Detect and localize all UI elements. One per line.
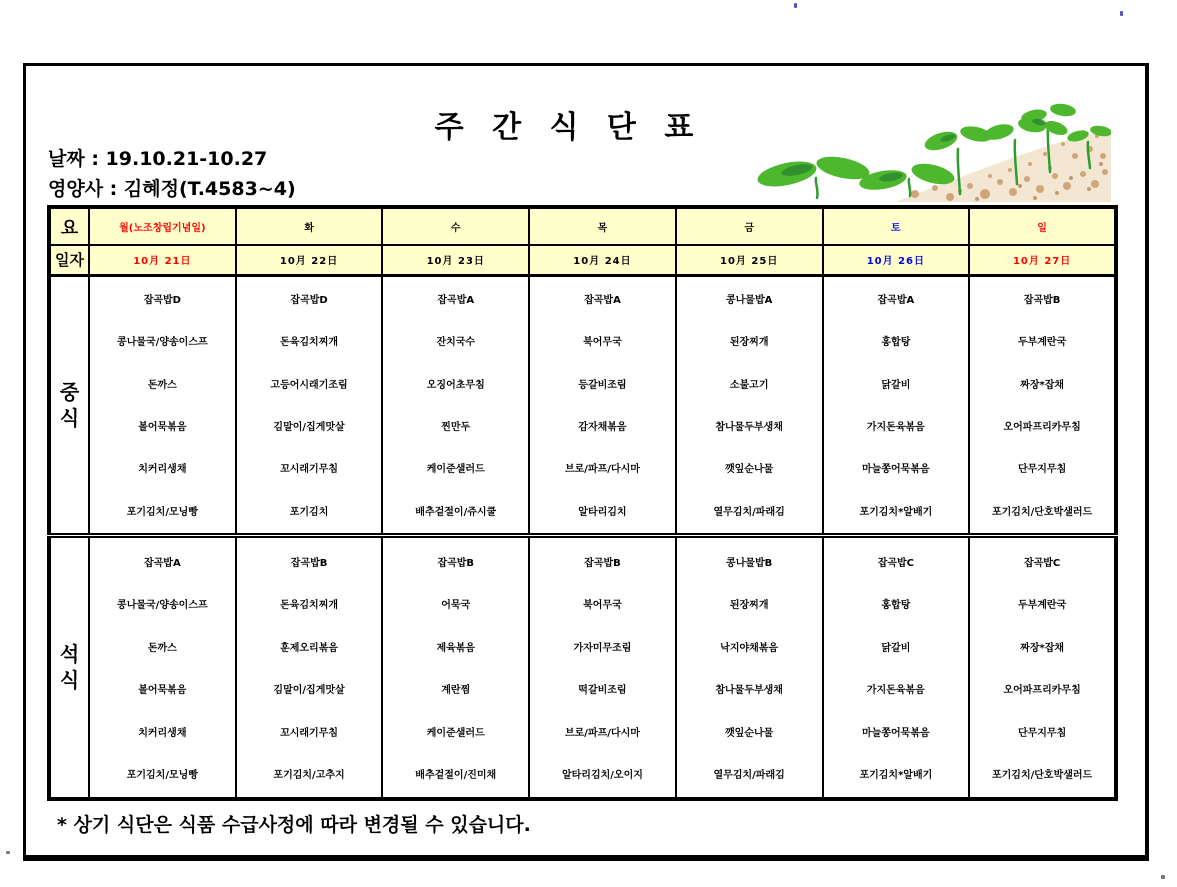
seedlings-illustration	[745, 94, 1111, 206]
date-sun: 10月 27日	[969, 245, 1116, 275]
dinner-sun-cell	[969, 535, 1116, 799]
date-wed: 10月 23日	[382, 245, 529, 275]
menu-item: 케이준샐러드	[426, 727, 485, 739]
menu-item: 오어파프리카무침	[1003, 422, 1081, 434]
scan-artifact	[1161, 875, 1165, 879]
menu-item: 콩나물밥A	[725, 295, 773, 307]
menu-item: 포기김치	[289, 506, 329, 518]
menu-item: 잡곡밥B	[437, 557, 475, 569]
menu-item: 참나물두부생채	[715, 685, 783, 696]
menu-item: 찐만두	[441, 422, 471, 434]
menu-item: 잡곡밥A	[584, 295, 621, 307]
menu-item: 포기김치*알배기	[859, 506, 933, 518]
lunch-row	[49, 275, 1116, 535]
menu-item: 마늘쫑어묵볶음	[862, 727, 930, 739]
menu-item: 포기김치/모닝빵	[126, 506, 198, 518]
lunch-wed-cell	[382, 275, 529, 535]
menu-item: 케이준샐러드	[426, 464, 485, 476]
menu-item: 김말이/집게맛살	[273, 685, 345, 696]
menu-item: 훈제오리볶음	[280, 642, 339, 654]
lunch-tue-cell	[236, 275, 383, 535]
menu-item: 단무지무침	[1017, 727, 1067, 739]
dinner-section-label: 석식	[49, 535, 89, 799]
menu-item: 단무지무침	[1017, 464, 1067, 476]
menu-item: 알타리김치/오이지	[561, 770, 643, 781]
date-thu: 10月 24日	[529, 245, 676, 275]
date-corner-cell: 일자	[49, 245, 89, 275]
menu-item: 배추겉절이/진미채	[415, 770, 497, 781]
day-header-wed: 수	[382, 207, 529, 245]
lunch-fri-cell	[676, 275, 823, 535]
menu-item: 잡곡밥C	[877, 557, 915, 569]
lunch-sun-cell	[969, 275, 1116, 535]
menu-item: 잔치국수	[436, 337, 476, 349]
day-header-fri: 금	[676, 207, 823, 245]
date-header-row	[49, 245, 1116, 275]
date-mon: 10月 21日	[89, 245, 236, 275]
menu-item: 포기김치/고추지	[273, 770, 345, 781]
lunch-thu-cell	[529, 275, 676, 535]
menu-item: 볼어묵볶음	[138, 422, 187, 434]
menu-item: 짜장*잡채	[1020, 379, 1065, 391]
scan-artifact	[6, 851, 10, 854]
dinner-thu-cell	[529, 535, 676, 799]
lunch-sat-cell	[823, 275, 970, 535]
date-sat: 10月 26日	[823, 245, 970, 275]
menu-item: 잡곡밥A	[877, 295, 915, 307]
menu-item: 제육볶음	[436, 642, 476, 654]
menu-item: 북어무국	[583, 600, 622, 611]
menu-item: 콩나물국/양송이스프	[117, 600, 208, 611]
menu-item: 잡곡밥D	[143, 295, 181, 307]
menu-item: 콩나물국/양송이스프	[117, 337, 208, 349]
lunch-mon-cell	[89, 275, 236, 535]
day-header-thu: 목	[529, 207, 676, 245]
menu-item: 등갈비조림	[578, 379, 627, 391]
menu-item: 포기김치/단호박샐러드	[991, 770, 1093, 781]
menu-item: 된장찌개	[729, 337, 769, 349]
dinner-wed-cell	[382, 535, 529, 799]
dinner-sat-cell	[823, 535, 970, 799]
menu-item: 포기김치/모닝빵	[126, 770, 198, 781]
menu-item: 잡곡밥B	[584, 557, 621, 569]
menu-item: 잡곡밥B	[290, 557, 328, 569]
menu-item: 돈육김치찌개	[280, 600, 339, 611]
day-header-tue: 화	[236, 207, 383, 245]
menu-item: 계란찜	[441, 685, 471, 696]
menu-item: 배추겉절이/쥬시쿨	[415, 506, 497, 518]
scan-artifact	[1120, 11, 1123, 16]
day-header-row	[49, 207, 1116, 245]
date-tue: 10月 22日	[236, 245, 383, 275]
scan-artifact	[794, 3, 797, 8]
dinner-tue-cell	[236, 535, 383, 799]
menu-item: 돈까스	[147, 642, 177, 654]
menu-item: 홍합탕	[881, 337, 911, 349]
menu-item: 떡갈비조림	[578, 685, 627, 696]
menu-item: 깻잎순나물	[725, 727, 774, 739]
date-range-line: 날짜 : 19.10.21-10.27	[48, 148, 268, 170]
menu-item: 잡곡밥B	[1023, 295, 1061, 307]
menu-item: 두부계란국	[1017, 337, 1067, 349]
menu-item: 브로/파프/다시마	[564, 464, 640, 476]
menu-item: 닭갈비	[881, 642, 911, 654]
menu-item: 포기김치/단호박샐러드	[991, 506, 1093, 518]
dinner-mon-cell	[89, 535, 236, 799]
menu-item: 된장찌개	[729, 600, 769, 611]
menu-item: 김말이/집게맛살	[273, 422, 345, 434]
menu-item: 오어파프리카무침	[1003, 685, 1081, 696]
menu-item: 치커리생채	[138, 727, 187, 739]
date-fri: 10月 25日	[676, 245, 823, 275]
menu-item: 두부계란국	[1017, 600, 1067, 611]
menu-item: 닭갈비	[881, 379, 911, 391]
day-header-sat: 토	[823, 207, 970, 245]
menu-item: 알타리김치	[578, 506, 627, 518]
menu-item: 북어무국	[583, 337, 622, 349]
menu-item: 참나물두부생채	[715, 422, 783, 434]
menu-item: 어묵국	[441, 600, 471, 611]
dinner-fri-cell	[676, 535, 823, 799]
menu-item: 브로/파프/다시마	[564, 727, 640, 739]
menu-item: 돈까스	[147, 379, 177, 391]
menu-item: 열무김치/파래김	[713, 770, 785, 781]
day-corner-cell: 요	[49, 207, 89, 245]
menu-item: 포기김치*알배기	[859, 770, 933, 781]
footer-note: * 상기 식단은 식품 수급사정에 따라 변경될 수 있습니다.	[57, 814, 531, 836]
menu-item: 감자채볶음	[578, 422, 627, 434]
menu-item: 꼬시래기무침	[280, 464, 339, 476]
menu-item: 짜장*잡채	[1020, 642, 1065, 654]
dinner-row	[49, 535, 1116, 799]
day-header-mon: 월(노조창립기념일)	[89, 207, 236, 245]
menu-item: 잡곡밥A	[143, 557, 181, 569]
menu-item: 소불고기	[729, 379, 769, 391]
nutritionist-line: 영양사 : 김혜정(T.4583~4)	[48, 178, 296, 200]
page-title: 주 간 식 단 표	[434, 110, 703, 145]
menu-item: 가지돈육볶음	[866, 422, 925, 434]
menu-item: 깻잎순나물	[725, 464, 774, 476]
menu-item: 열무김치/파래김	[713, 506, 785, 518]
menu-item: 가지돈육볶음	[866, 685, 925, 696]
menu-item: 오징어초무침	[426, 379, 485, 391]
lunch-section-label: 중식	[49, 275, 89, 535]
weekly-menu-table	[47, 205, 1118, 801]
menu-item: 잡곡밥D	[290, 295, 328, 307]
menu-item: 잡곡밥C	[1023, 557, 1061, 569]
menu-item: 잡곡밥A	[437, 295, 475, 307]
menu-item: 낙지야채볶음	[720, 642, 779, 654]
menu-item: 꼬시래기무침	[280, 727, 339, 739]
menu-item: 치커리생채	[138, 464, 187, 476]
menu-item: 볼어묵볶음	[138, 685, 187, 696]
menu-item: 마늘쫑어묵볶음	[862, 464, 930, 476]
menu-item: 홍합탕	[881, 600, 911, 611]
day-header-sun: 일	[969, 207, 1116, 245]
menu-item: 고등어시래기조림	[270, 379, 348, 391]
menu-item: 가자미무조림	[573, 642, 632, 654]
menu-item: 콩나물밥B	[726, 557, 773, 569]
menu-item: 돈육김치찌개	[280, 337, 339, 349]
